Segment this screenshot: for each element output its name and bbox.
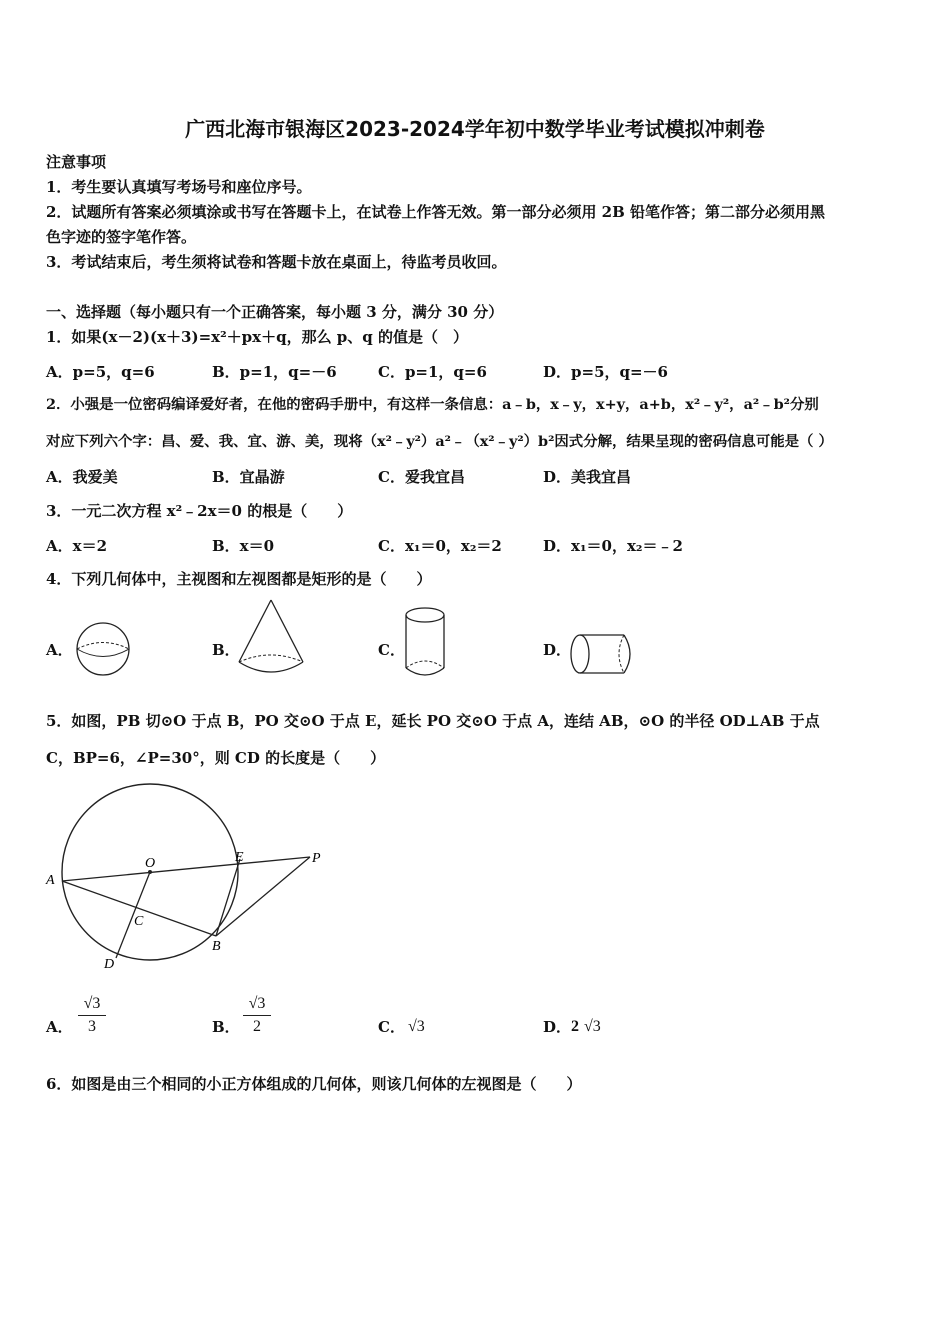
q3-option-c[interactable]: C．x₁＝0，x₂＝2: [378, 537, 502, 555]
fraction-bar: [243, 1015, 271, 1016]
section-heading: 一、选择题（每小题只有一个正确答案，每小题 3 分，满分 30 分）: [46, 303, 504, 321]
cone-figure: [236, 598, 308, 678]
q3-stem: 3．一元二次方程 x²﹣2x＝0 的根是（ ）: [46, 502, 353, 520]
label-b: B: [212, 939, 221, 954]
label-a: A: [46, 873, 55, 888]
label-o: O: [145, 856, 156, 871]
line-bp: [216, 857, 310, 936]
q3-option-b[interactable]: B．x＝0: [212, 537, 275, 555]
q1-option-d[interactable]: D．p=5，q=－6: [543, 363, 668, 381]
q1-option-c[interactable]: C．p=1，q=6: [378, 363, 487, 381]
q5-option-c-value: √3: [408, 1018, 425, 1035]
label-c: C: [134, 914, 144, 929]
notice-heading: 注意事项: [46, 153, 107, 171]
line-eb: [216, 859, 240, 936]
q5-option-d[interactable]: D．: [543, 1018, 572, 1036]
page-title: 广西北海市银海区2023-2024学年初中数学毕业考试模拟冲刺卷: [185, 117, 765, 141]
q1-option-b[interactable]: B．p=1，q=－6: [212, 363, 337, 381]
q2-option-b[interactable]: B．宜晶游: [212, 468, 285, 486]
fraction-bar: [78, 1015, 106, 1016]
q5-b-denominator: 2: [253, 1018, 261, 1035]
q5-stem-line1: 5．如图，PB 切⊙O 于点 B，PO 交⊙O 于点 E，延长 PO 交⊙O 于点 A，连结 AB，⊙O 的半径 OD⊥AB 于点: [46, 712, 820, 730]
q5-option-c[interactable]: C．: [378, 1018, 405, 1036]
cylinder-figure: [404, 606, 448, 678]
q5-b-numerator: √3: [248, 995, 266, 1012]
q5-option-a-fraction: [78, 994, 106, 1037]
label-d: D: [104, 957, 115, 972]
label-p: P: [312, 851, 321, 866]
q1-stem: 1．如果(x－2)(x＋3)=x²＋px＋q，那么 p、q 的值是（ ）: [46, 328, 469, 346]
q3-option-d[interactable]: D．x₁＝0，x₂＝﹣2: [543, 537, 683, 555]
q5-a-numerator: √3: [83, 995, 101, 1012]
q2-option-a[interactable]: A．我爱美: [46, 468, 118, 486]
q2-stem-line2: 对应下列六个字：昌、爱、我、宜、游、美，现将（x²﹣y²）a²﹣（x²﹣y²）b²因式分解，结果呈现的密码信息可能是（ ）: [46, 433, 833, 450]
q4-option-b[interactable]: B．: [212, 641, 240, 659]
q4-option-d[interactable]: D．: [543, 641, 572, 659]
notice-item-2-cont: 色字迹的签字笔作答。: [46, 228, 197, 246]
line-ap: [62, 857, 310, 881]
label-e: E: [235, 850, 244, 865]
lying-cylinder-figure: [568, 632, 638, 678]
notice-item-3: 3．考试结束后，考生须将试卷和答题卡放在桌面上，待监考员收回。: [46, 253, 507, 271]
q5-option-d-coef: 2: [571, 1018, 579, 1035]
q5-option-b-fraction: [243, 994, 271, 1037]
q1-option-a[interactable]: A．p=5，q=6: [46, 363, 155, 381]
q4-option-c[interactable]: C．: [378, 641, 405, 659]
q5-option-a[interactable]: A．: [46, 1018, 73, 1036]
notice-item-1: 1．考生要认真填写考场号和座位序号。: [46, 178, 312, 196]
q5-option-d-value: √3: [584, 1018, 601, 1035]
q4-stem: 4．下列几何体中，主视图和左视图都是矩形的是（ ）: [46, 570, 432, 588]
q5-stem-line2: C，BP=6，∠P=30°，则 CD 的长度是（ ）: [46, 749, 386, 767]
sphere-figure: [74, 622, 134, 678]
q4-option-a[interactable]: A．: [46, 641, 73, 659]
q3-option-a[interactable]: A．x＝2: [46, 537, 108, 555]
q5-circle-figure: [44, 784, 329, 976]
q2-stem-line1: 2．小强是一位密码编译爱好者，在他的密码手册中，有这样一条信息：a﹣b，x﹣y，x+y，a+b，x²﹣y²，a²﹣b²分别: [46, 396, 819, 413]
notice-item-2: 2．试题所有答案必须填涂或书写在答题卡上，在试卷上作答无效。第一部分必须用 2B 铅笔作答；第二部分必须用黑: [46, 203, 826, 221]
q5-option-b[interactable]: B．: [212, 1018, 240, 1036]
q2-option-c[interactable]: C．爱我宜昌: [378, 468, 465, 486]
q5-a-denominator: 3: [88, 1018, 96, 1035]
line-od: [116, 872, 150, 958]
q2-option-d[interactable]: D．美我宜昌: [543, 468, 632, 486]
q6-stem: 6．如图是由三个相同的小正方体组成的几何体，则该几何体的左视图是（ ）: [46, 1075, 582, 1093]
